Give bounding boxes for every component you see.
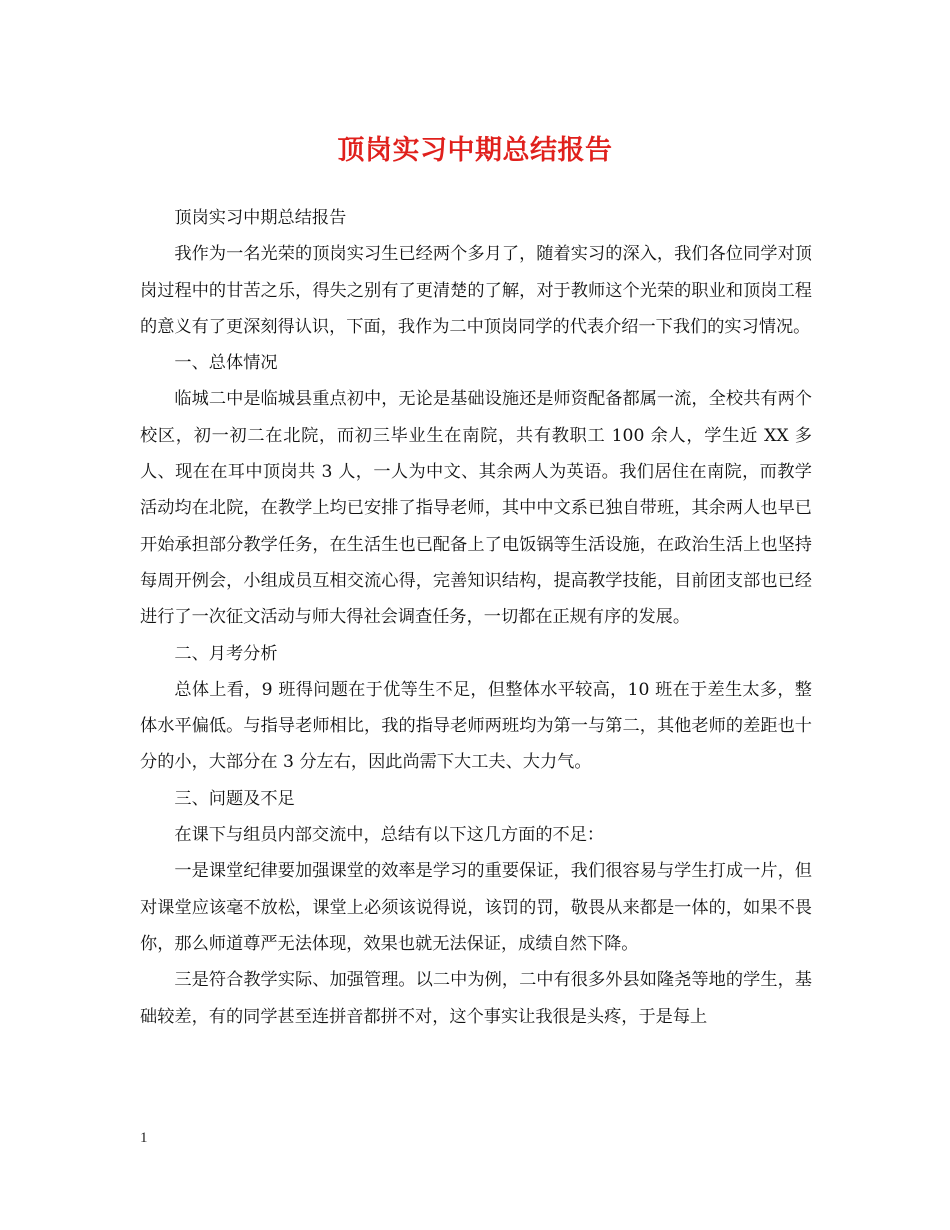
section-heading-overview: 一、总体情况 xyxy=(174,353,278,374)
paragraph-problems-intro: 在课下与组员内部交流中，总结有以下这几方面的不足： xyxy=(174,825,605,846)
section-heading-problems: 三、问题及不足 xyxy=(174,788,295,809)
section-heading-exam-analysis: 二、月考分析 xyxy=(174,643,278,664)
paragraph-overview: 临城二中是临城县重点初中，无论是基础设施还是师资配备都属一流，全校共有两个校区，初一初二在北院，而初三毕业生在南院，共有教职工 100 余人，学生近 XX 多人、现在在耳中顶岗共 3 人，一人为中文、其余两人为英语。我们居住在南院，而教学活动均在北院，在教学上均已安排了指导老师，其中中文系已独自带班，其余两人也早已开始承担部分教学任务，在生活生也已配备上了电饭锅等生活设施，在政治生活上也坚持每周开例会，小组成员互相交流心得，完善知识结构，提高教学技能，目前团支部也已经进行了一次征文活动与师大得社会调查任务，一切都在正规有序的发展。 xyxy=(140,389,812,628)
document-body xyxy=(140,200,812,1035)
paragraph-problem-one: 一是课堂纪律要加强课堂的效率是学习的重要保证，我们很容易与学生打成一片，但对课堂应该毫不放松，课堂上必须该说得说，该罚的罚，敬畏从来都是一体的，如果不畏你，那么师道尊严无法体现，效果也就无法保证，成绩自然下降。 xyxy=(140,861,812,954)
paragraph-exam-analysis: 总体上看，9 班得问题在于优等生不足，但整体水平较高，10 班在于差生太多，整体水平偏低。与指导老师相比，我的指导老师两班均为第一与第二，其他老师的差距也十分的小，大部分在 3 分左右，因此尚需下大工夫、大力气。 xyxy=(140,679,812,773)
paragraph-heading: 顶岗实习中期总结报告 xyxy=(174,208,347,228)
page-number: 1 xyxy=(140,1130,148,1146)
paragraph-problem-three: 三是符合教学实际、加强管理。以二中为例，二中有很多外县如隆尧等地的学生，基础较差，有的同学甚至连拼音都拼不对，这个事实让我很是头疼，于是每上 xyxy=(140,970,812,1027)
paragraph-intro: 我作为一名光荣的顶岗实习生已经两个多月了，随着实习的深入，我们各位同学对顶岗过程中的甘苦之乐，得失之别有了更清楚的了解，对于教师这个光荣的职业和顶岗工程的意义有了更深刻得认识，下面，我作为二中顶岗同学的代表介绍一下我们的实习情况。 xyxy=(140,244,812,337)
document-title: 顶岗实习中期总结报告 xyxy=(337,135,613,166)
